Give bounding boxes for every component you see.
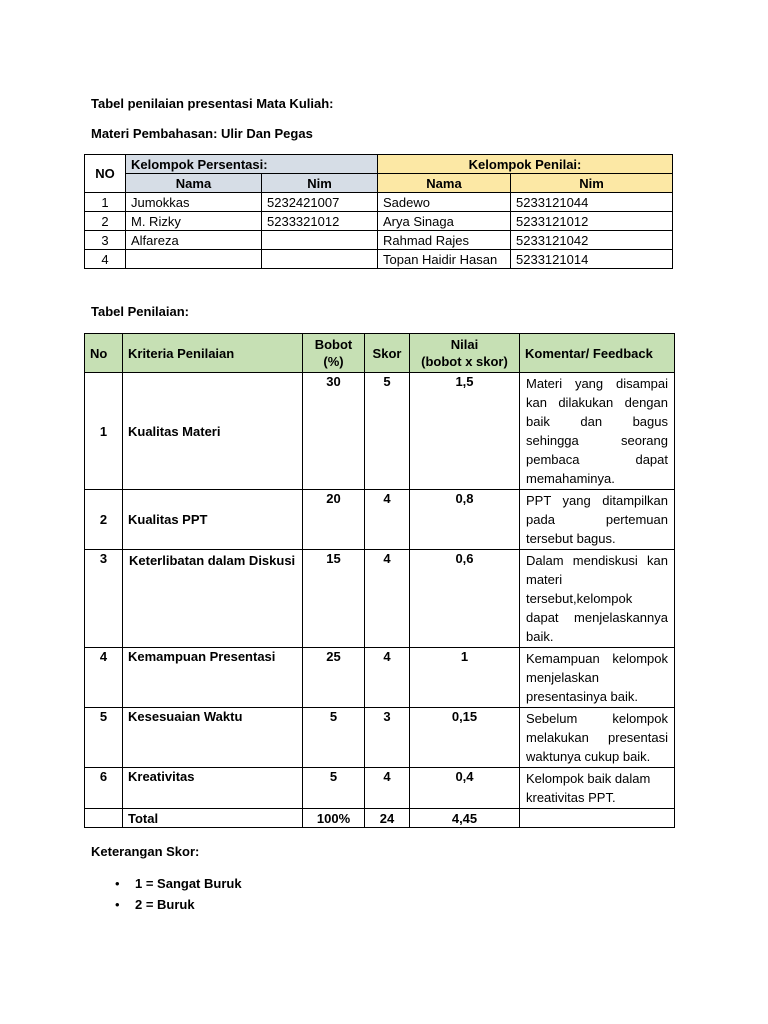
row-score: 4 xyxy=(365,768,410,809)
row-criteria: Kreativitas xyxy=(123,768,303,809)
assessment-heading: Tabel Penilaian: xyxy=(91,304,190,319)
presenter-nim: 5232421007 xyxy=(262,193,378,212)
comment-header: Komentar/ Feedback xyxy=(520,334,675,373)
list-item: • 2 = Buruk xyxy=(115,894,242,915)
group-row-no: 1 xyxy=(85,193,126,212)
assessor-nim: 5233121042 xyxy=(511,231,673,250)
table-row xyxy=(85,490,675,550)
bullet-icon: • xyxy=(115,897,120,912)
row-score: 5 xyxy=(365,373,410,490)
assessor-name: Arya Sinaga xyxy=(378,212,511,231)
document-title: Tabel penilaian presentasi Mata Kuliah: xyxy=(91,96,334,111)
row-value: 0,4 xyxy=(410,768,520,809)
presenter-name xyxy=(126,250,262,269)
weight-header: Bobot (%) xyxy=(303,334,365,373)
group-row xyxy=(85,250,673,269)
total-row xyxy=(85,809,675,828)
row-no: 5 xyxy=(85,708,123,768)
table-row xyxy=(85,373,675,490)
table-row xyxy=(85,550,675,648)
group-row-no: 3 xyxy=(85,231,126,250)
row-no: 1 xyxy=(85,373,123,490)
row-weight: 20 xyxy=(303,490,365,550)
assessment-table xyxy=(84,333,675,828)
presenter-name: Jumokkas xyxy=(126,193,262,212)
assessor-nim-header: Nim xyxy=(511,174,673,193)
row-weight: 5 xyxy=(303,708,365,768)
criteria-header: Kriteria Penilaian xyxy=(123,334,303,373)
total-weight: 100% xyxy=(303,809,365,828)
table-row xyxy=(85,768,675,809)
row-score: 4 xyxy=(365,648,410,708)
total-value: 4,45 xyxy=(410,809,520,828)
score-legend-list xyxy=(115,873,242,915)
row-comment: PPT yang ditampilkan pada pertemuan tersebut bagus. xyxy=(520,490,675,550)
no-header: No xyxy=(85,334,123,373)
table-row xyxy=(85,648,675,708)
row-comment: Kelompok baik dalam kreativitas PPT. xyxy=(520,768,675,809)
row-criteria: Kualitas Materi xyxy=(123,373,303,490)
row-value: 0,6 xyxy=(410,550,520,648)
row-value: 0,15 xyxy=(410,708,520,768)
list-item: • 1 = Sangat Buruk xyxy=(115,873,242,894)
presenter-name: Alfareza xyxy=(126,231,262,250)
row-comment: Sebelum kelompok melakukan presentasi waktunya cukup baik. xyxy=(520,708,675,768)
row-weight: 15 xyxy=(303,550,365,648)
assessor-group-header: Kelompok Penilai: xyxy=(378,155,673,174)
total-no-empty xyxy=(85,809,123,828)
presenter-nim-header: Nim xyxy=(262,174,378,193)
score-header: Skor xyxy=(365,334,410,373)
group-row xyxy=(85,231,673,250)
assessor-name: Sadewo xyxy=(378,193,511,212)
table-row xyxy=(85,708,675,768)
row-value: 1,5 xyxy=(410,373,520,490)
row-no: 4 xyxy=(85,648,123,708)
row-criteria: Kualitas PPT xyxy=(123,490,303,550)
presenter-nim xyxy=(262,231,378,250)
presenter-name-header: Nama xyxy=(126,174,262,193)
group-row-no: 4 xyxy=(85,250,126,269)
total-label: Total xyxy=(123,809,303,828)
assessment-header-row xyxy=(85,334,675,373)
assessor-nim: 5233121044 xyxy=(511,193,673,212)
assessor-name: Rahmad Rajes xyxy=(378,231,511,250)
assessor-name: Topan Haidir Hasan xyxy=(378,250,511,269)
bullet-icon: • xyxy=(115,876,120,891)
presenter-name: M. Rizky xyxy=(126,212,262,231)
presenter-group-header: Kelompok Persentasi: xyxy=(126,155,378,174)
row-score: 4 xyxy=(365,490,410,550)
row-comment: Dalam mendiskusi kan materi tersebut,kelompok dapat menjelaskannya baik. xyxy=(520,550,675,648)
row-criteria: Kesesuaian Waktu xyxy=(123,708,303,768)
row-no: 6 xyxy=(85,768,123,809)
row-no: 2 xyxy=(85,490,123,550)
row-comment: Kemampuan kelompok menjelaskan presentasinya baik. xyxy=(520,648,675,708)
row-criteria: Keterlibatan dalam Diskusi xyxy=(123,550,303,648)
presenter-nim: 5233321012 xyxy=(262,212,378,231)
row-score: 3 xyxy=(365,708,410,768)
total-comment-empty xyxy=(520,809,675,828)
group-row xyxy=(85,193,673,212)
total-score: 24 xyxy=(365,809,410,828)
row-weight: 25 xyxy=(303,648,365,708)
group-row-no: 2 xyxy=(85,212,126,231)
row-no: 3 xyxy=(85,550,123,648)
group-no-header: NO xyxy=(85,155,126,193)
group-row xyxy=(85,212,673,231)
row-score: 4 xyxy=(365,550,410,648)
presenter-nim xyxy=(262,250,378,269)
value-header: Nilai (bobot x skor) xyxy=(410,334,520,373)
row-criteria: Kemampuan Presentasi xyxy=(123,648,303,708)
row-weight: 5 xyxy=(303,768,365,809)
row-value: 1 xyxy=(410,648,520,708)
assessor-nim: 5233121014 xyxy=(511,250,673,269)
assessor-name-header: Nama xyxy=(378,174,511,193)
group-table xyxy=(84,154,673,269)
row-value: 0,8 xyxy=(410,490,520,550)
row-comment: Materi yang disampai kan dilakukan dengan baik dan bagus sehingga seorang pembaca dapat memahaminya. xyxy=(520,373,675,490)
document-subject: Materi Pembahasan: Ulir Dan Pegas xyxy=(91,126,313,141)
assessor-nim: 5233121012 xyxy=(511,212,673,231)
score-legend-heading: Keterangan Skor: xyxy=(91,844,200,859)
row-weight: 30 xyxy=(303,373,365,490)
